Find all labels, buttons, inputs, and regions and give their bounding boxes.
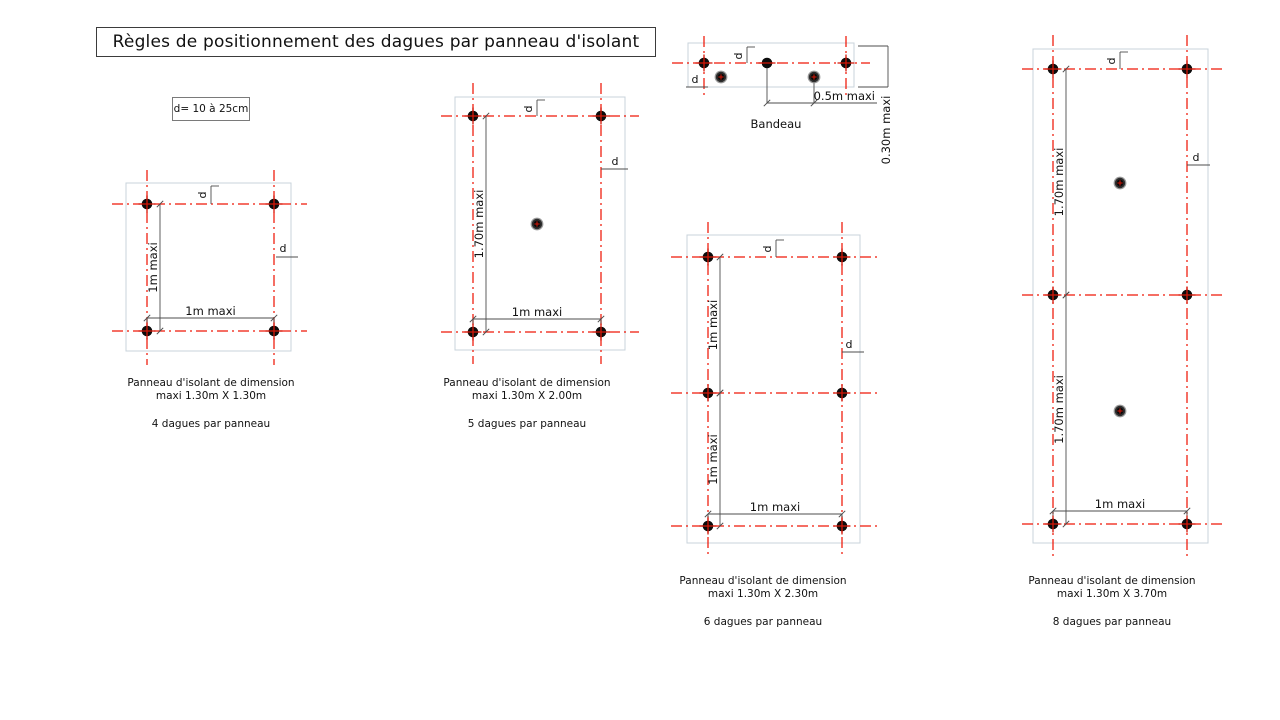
panel-4-caption: [992, 575, 1232, 629]
page-title: Règles de positionnement des dagues par panneau d'isolant: [96, 27, 656, 57]
panel-1-caption: [91, 377, 331, 431]
caption-dague-count: 6 dagues par panneau: [703, 616, 823, 628]
caption-dimension-line1: Panneau d'isolant de dimension: [443, 377, 611, 389]
caption-dague-count: 4 dagues par panneau: [151, 418, 271, 430]
panel-2-caption: [407, 377, 647, 431]
dimension-label: 1m maxi: [706, 299, 720, 351]
dimension-label: 0.5m maxi: [813, 89, 875, 103]
dimension-label: 1m maxi: [511, 305, 563, 319]
panel-outline: [687, 235, 860, 543]
caption-dimension-line2: maxi 1.30m X 3.70m: [1056, 588, 1168, 600]
d-offset-label: d: [1192, 151, 1200, 164]
dimension-label: 1.70m maxi: [1052, 375, 1066, 444]
panel-3-caption: [643, 575, 883, 629]
bandeau-diagram: [672, 36, 893, 164]
dimension-label: 1m maxi: [749, 500, 801, 514]
panel-diagram-3: [671, 222, 877, 558]
d-offset-label: d: [1105, 57, 1118, 65]
dimension-label: 1.70m maxi: [472, 189, 486, 259]
dimension-label: 1m maxi: [185, 304, 236, 318]
panel-diagram-2: [441, 83, 639, 364]
d-offset-label: d: [522, 105, 535, 113]
caption-dimension-line2: maxi 1.30m X 1.30m: [155, 390, 267, 402]
d-offset-label: d: [732, 52, 745, 60]
dimension-label: 0.30m maxi: [879, 95, 893, 165]
d-offset-label: d: [279, 242, 287, 255]
panel-diagram-1: [112, 170, 307, 365]
dimension-label: 1m maxi: [1094, 497, 1146, 511]
panel-outline: [1033, 49, 1208, 543]
caption-dimension-line2: maxi 1.30m X 2.00m: [471, 390, 583, 402]
caption-dague-count: 5 dagues par panneau: [467, 418, 587, 430]
d-range-note: d= 10 à 25cm: [172, 97, 250, 121]
d-offset-label: d: [761, 245, 774, 253]
dimension-label: 1m maxi: [146, 242, 160, 293]
d-offset-label: d: [691, 73, 699, 86]
dimension-label: 1.70m maxi: [1052, 147, 1066, 217]
caption-dimension-line1: Panneau d'isolant de dimension: [127, 377, 295, 389]
bandeau-label: Bandeau: [750, 117, 802, 131]
dimension-label: 1m maxi: [706, 434, 720, 485]
caption-dimension-line2: maxi 1.30m X 2.30m: [707, 588, 819, 600]
d-offset-label: d: [845, 338, 853, 351]
d-offset-label: d: [611, 155, 619, 168]
d-offset-label: d: [196, 191, 209, 199]
caption-dimension-line1: Panneau d'isolant de dimension: [1028, 575, 1196, 587]
caption-dimension-line1: Panneau d'isolant de dimension: [679, 575, 847, 587]
panel-diagram-4: [1022, 35, 1222, 558]
caption-dague-count: 8 dagues par panneau: [1052, 616, 1172, 628]
